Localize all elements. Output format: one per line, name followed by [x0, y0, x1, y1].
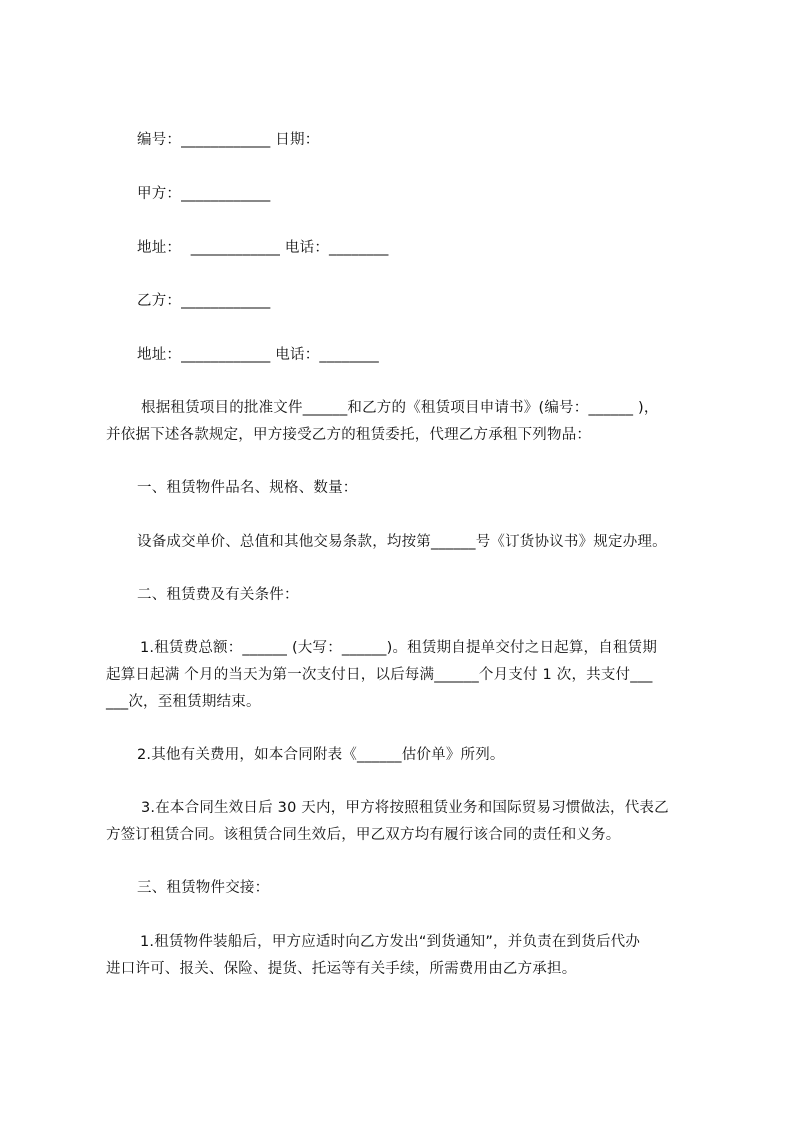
number-date-line: 编号：____________ 日期： — [137, 132, 320, 148]
section2-item3-line2: 方签订租赁合同。该租赁合同生效后，甲乙双方均有履行该合同的责任和义务。 — [106, 827, 621, 843]
address-a-line: 地址： ____________ 电话：________ — [137, 240, 389, 256]
section2-item1-line3: ___次，至租赁期结束。 — [106, 694, 261, 710]
party-b-line: 乙方：____________ — [137, 293, 271, 309]
section3-item1-line1: 1.租赁物件装船后，甲方应适时向乙方发出“到货通知”，并负责在到货后代办 — [140, 934, 641, 950]
section2-item1-line2: 起算日起满 个月的当天为第一次支付日，以后每满______个月支付 1 次，共支付___ — [106, 667, 653, 683]
party-a-line: 甲方：____________ — [137, 186, 271, 202]
section3-heading: 三、租赁物件交接： — [137, 880, 270, 896]
section2-heading: 二、租赁费及有关条件： — [137, 587, 299, 603]
section2-item2: 2.其他有关费用，如本合同附表《______估价单》所列。 — [137, 747, 505, 763]
section1-text: 设备成交单价、总值和其他交易条款，均按第______号《订货协议书》规定办理。 — [137, 534, 667, 550]
intro-line-1: 根据租赁项目的批准文件______和乙方的《租赁项目申请书》(编号：______ )， — [141, 400, 659, 416]
address-b-line: 地址：____________ 电话：________ — [137, 347, 380, 363]
section2-item3-line1: 3.在本合同生效日后 30 天内，甲方将按照租赁业务和国际贸易习惯做法，代表乙 — [141, 800, 669, 816]
section3-item1-line2: 进口许可、报关、保险、提货、托运等有关手续，所需费用由乙方承担。 — [106, 961, 577, 977]
section1-heading: 一、租赁物件品名、规格、数量： — [137, 480, 358, 496]
section2-item1-line1: 1.租赁费总额：______ (大写：______)。租赁期自提单交付之日起算，自租赁期 — [140, 640, 658, 656]
intro-line-2: 并依据下述各款规定，甲方接受乙方的租赁委托，代理乙方承租下列物品： — [106, 427, 592, 443]
